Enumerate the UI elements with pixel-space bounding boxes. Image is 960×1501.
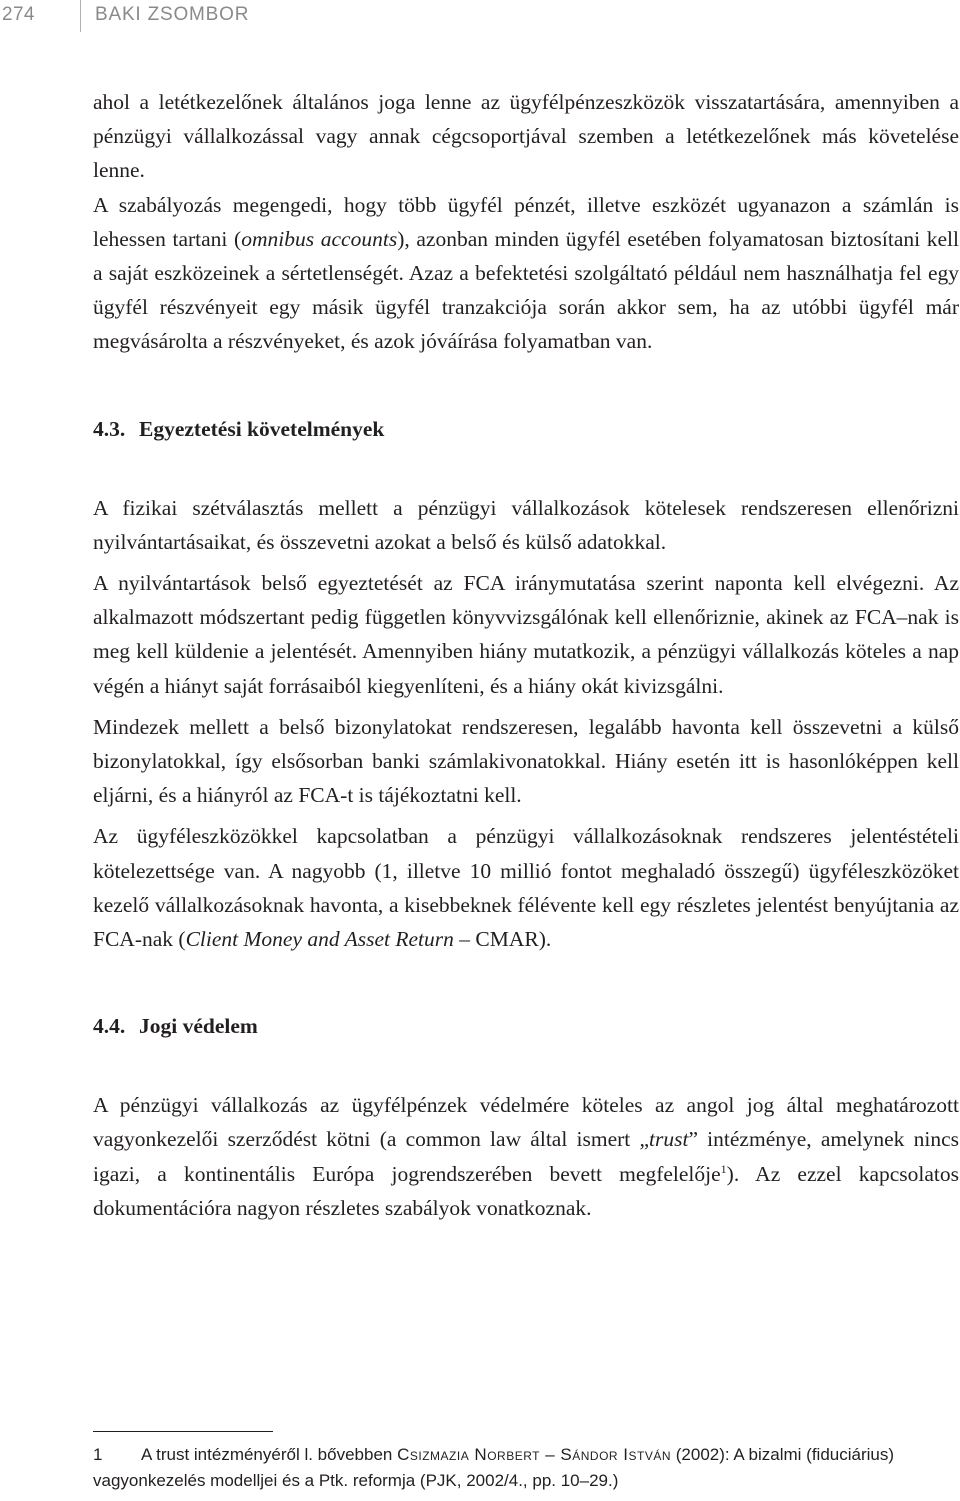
footnote-reference[interactable]: 1 [720, 1161, 727, 1176]
section-number: 4.3. [93, 416, 126, 441]
paragraph-3: A fizikai szétválasztás mellett a pénzügyi vállalkozások kötelesek rendszeresen ellenőrizni nyilvántartásaikat, és összevetni azokat a belső és külső adatokkal. [93, 495, 959, 554]
footnote-1 [93, 1442, 959, 1494]
paragraph-6-text-b: – CMAR). [453, 927, 552, 952]
page-number: 274 [2, 4, 35, 25]
section-heading-4-3 [93, 412, 959, 446]
paragraph-7-text-c: ). Az ezzel kapcsolatos dokumentációra nagyon részletes szabályok vonatkoznak. [93, 1161, 960, 1220]
paragraph-7-italic: trust [649, 1127, 689, 1152]
footnote-divider [93, 1431, 273, 1432]
paragraph-2-text-a: A szabályozás megengedi, hogy több ügyfél pénzét, illetve eszközét ugyanazon a számlán is lehessen tartani ( [93, 192, 959, 251]
paragraph-4: A nyilvántartások belső egyeztetését az FCA iránymutatása szerint naponta kell elvégezni. Az alkalmazott módszertant pedig független könyvvizsgálónak kell ellenőriznie, akinek az FCA–nak is meg kell küldenie a jelentését. Amennyiben hiány mutatkozik, a pénzügyi vállalkozás köteles a nap végén a hiányt saját forrásaiból kiegyenlíteni, és a hiány okát kivizsgálni. [93, 571, 959, 698]
paragraph-6-italic: Client Money and Asset Return [185, 927, 454, 952]
paragraph-7 [93, 1088, 959, 1225]
running-head [0, 0, 249, 30]
section-number: 4.4. [93, 1014, 126, 1039]
header-divider [80, 0, 81, 32]
footnotes [93, 1431, 959, 1494]
paragraph-7-text-b: ” intézménye, amelynek nincs igazi, a kontinentális Európa jogrendszerében bevett megfelelője [93, 1127, 960, 1186]
paragraph-5: Mindezek mellett a belső bizonylatokat rendszeresen, legalább havonta kell összevetni a külső bizonylatokkal, így elsősorban banki számlakivonatokkal. Hiány esetén itt is hasonlóképpen kell eljárni, és a hiányról az FCA-t is tájékoztatni kell. [93, 714, 959, 808]
footnote-authors: Csizmazia Norbert – Sándor István [397, 1445, 672, 1464]
paragraph-2-italic: omnibus accounts [241, 226, 398, 251]
footnote-number: 1 [93, 1445, 103, 1464]
paragraph-6 [93, 819, 959, 956]
footnote-text-b: (2002): A bizalmi (fiduciárius) vagyonkezelés modelljei és a Ptk. reformja (PJK, 2002/4., pp. 10–29.) [93, 1445, 895, 1490]
page-body [93, 85, 959, 1225]
running-head-author: BAKI ZSOMBOR [95, 4, 250, 25]
paragraph-2-text-b: ), azonban minden ügyfél esetében folyamatosan biztosítani kell a saját eszközeinek a sértetlenségét. Azaz a befektetési szolgáltató például nem használhatja fel egy ügyfél részvényeit egy másik ügyfél tranzakciója során akkor sem, ha az utóbbi ügyfél már megvásárolta a részvényeket, és azok jóváírása folyamatban van. [93, 226, 959, 354]
section-heading-4-4 [93, 1009, 959, 1043]
section-title: Egyeztetési követelmények [139, 416, 385, 441]
paragraph-6-text-a: Az ügyféleszközökkel kapcsolatban a pénzügyi vállalkozásoknak rendszeres jelentéstételi kötelezettsége van. A nagyobb (1, illetve 10 millió fontot meghaladó összegű) ügyféleszközöket kezelő vállalkozásoknak havonta, a kisebbeknek félévente kell egy részletes jelentést benyújtania az FCA-nak ( [93, 824, 959, 952]
paragraph-1: ahol a letétkezelőnek általános joga lenne az ügyfélpénzeszközök visszatartására, amennyiben a pénzügyi vállalkozással vagy annak cégcsoportjával szemben a letétkezelőnek más követelése lenne. [93, 90, 959, 183]
paragraph-2 [93, 188, 959, 359]
section-title: Jogi védelem [139, 1014, 258, 1039]
footnote-text-a: A trust intézményéről l. bővebben [141, 1445, 398, 1464]
paragraph-7-text-a: A pénzügyi vállalkozás az ügyfélpénzek védelmére köteles az angol jog által meghatározott vagyonkezelői szerződést kötni (a common law által ismert „ [93, 1093, 959, 1152]
